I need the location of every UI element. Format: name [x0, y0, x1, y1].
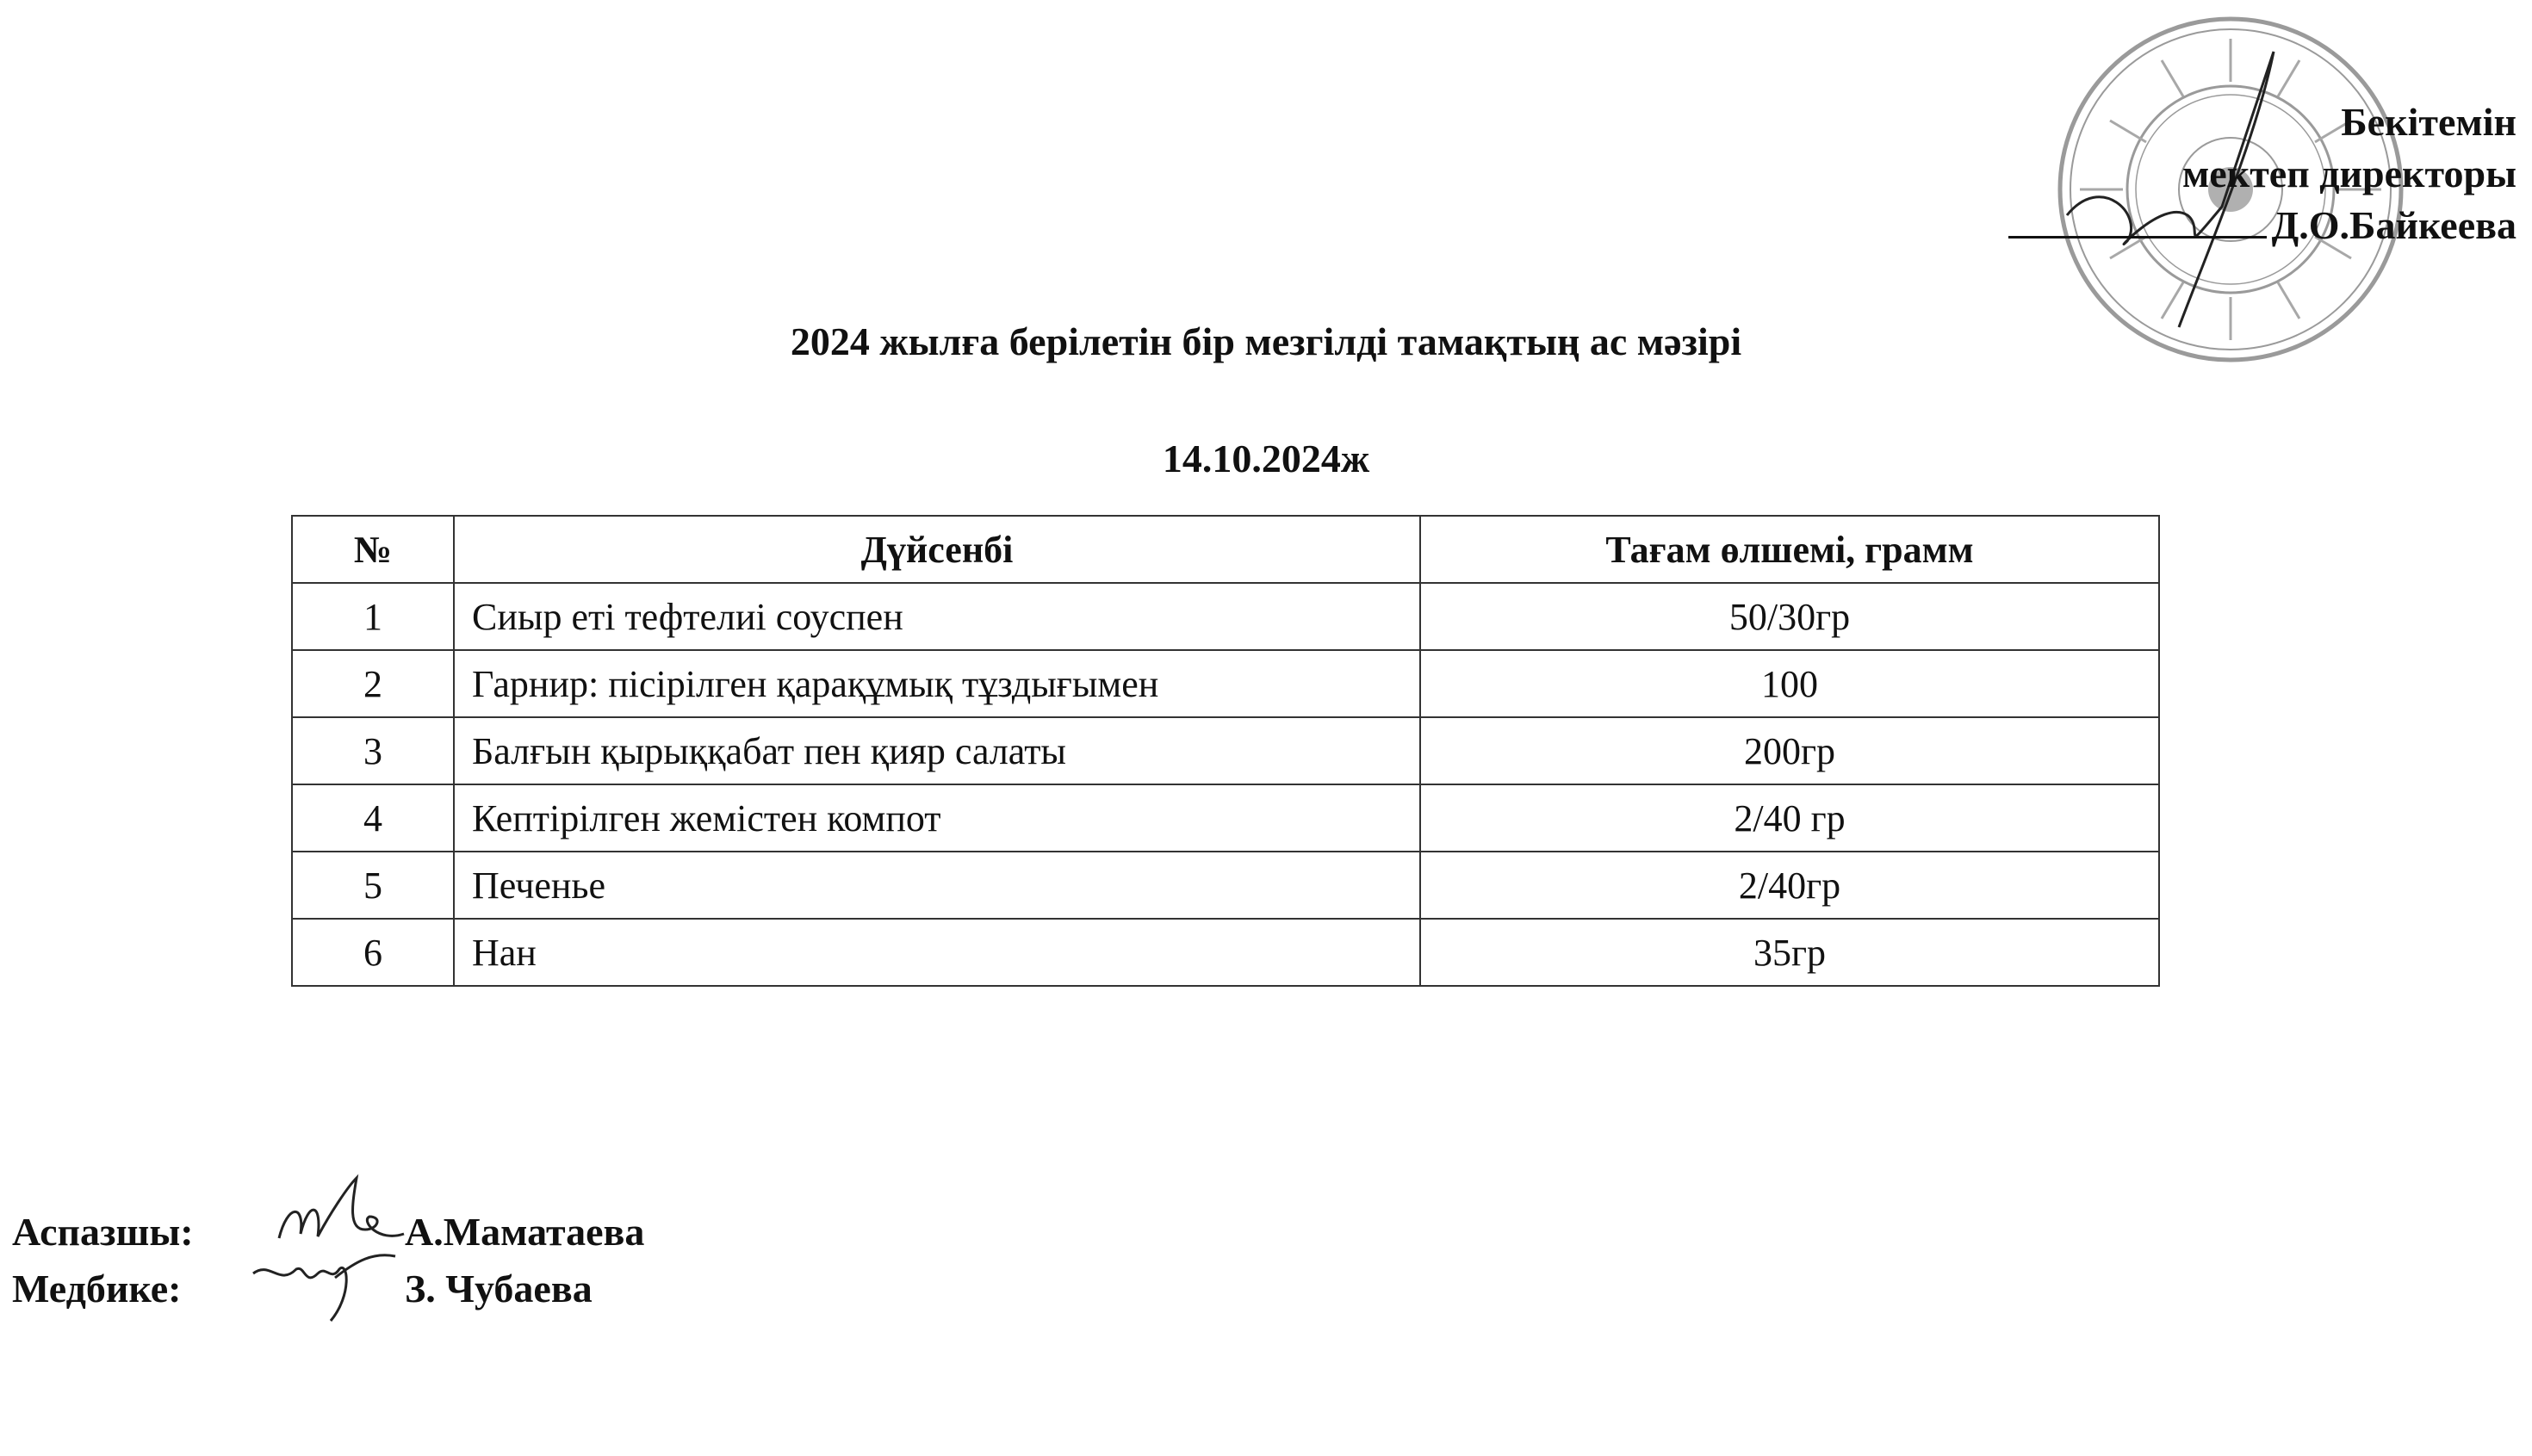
cook-label: Аспазшы: — [12, 1210, 194, 1254]
header-day: Дүйсенбі — [454, 516, 1420, 583]
table-header-row — [292, 516, 2159, 583]
table-row — [292, 717, 2159, 784]
document-title: 2024 жылға берілетін бір мезгілді тамақтың ас мәзірі — [790, 319, 1742, 363]
nurse-label: Медбике: — [12, 1267, 182, 1310]
row-number: 2 — [292, 650, 454, 717]
cook-name: А.Маматаева — [405, 1210, 645, 1254]
menu-table — [291, 515, 2160, 987]
row-dish: Гарнир: пісірілген қарақұмық тұздығымен — [454, 650, 1420, 717]
signature-line — [2008, 201, 2267, 239]
nurse-signature — [245, 1235, 400, 1329]
header-number: № — [292, 516, 454, 583]
row-weight: 200гр — [1420, 717, 2159, 784]
row-number: 3 — [292, 717, 454, 784]
row-dish: Балғын қырыққабат пен қияр салаты — [454, 717, 1420, 784]
row-weight: 100 — [1420, 650, 2159, 717]
approval-signatory — [1965, 200, 2516, 251]
approval-title: Бекітемін — [2341, 100, 2516, 144]
row-number: 6 — [292, 919, 454, 986]
approval-position: мектеп директоры — [2181, 152, 2516, 195]
row-dish: Нан — [454, 919, 1420, 986]
row-dish: Печенье — [454, 852, 1420, 919]
approval-block — [1965, 96, 2516, 251]
row-dish: Кептірілген жемістен компот — [454, 784, 1420, 852]
row-dish: Сиыр еті тефтелиі соуспен — [454, 583, 1420, 650]
header-portion: Тағам өлшемі, грамм — [1420, 516, 2159, 583]
row-weight: 2/40гр — [1420, 852, 2159, 919]
row-number: 1 — [292, 583, 454, 650]
nurse-name: З. Чубаева — [405, 1267, 593, 1310]
row-number: 4 — [292, 784, 454, 852]
row-weight: 35гр — [1420, 919, 2159, 986]
row-number: 5 — [292, 852, 454, 919]
row-weight: 2/40 гр — [1420, 784, 2159, 852]
table-row — [292, 852, 2159, 919]
signatures-block — [12, 1204, 645, 1317]
document-date: 14.10.2024ж — [1162, 437, 1370, 480]
table-row — [292, 784, 2159, 852]
director-name: Д.О.Байкеева — [2271, 203, 2516, 247]
row-weight: 50/30гр — [1420, 583, 2159, 650]
cook-signature-row — [12, 1204, 645, 1261]
table-row — [292, 919, 2159, 986]
table-row — [292, 650, 2159, 717]
nurse-signature-row — [12, 1261, 593, 1317]
table-row — [292, 583, 2159, 650]
